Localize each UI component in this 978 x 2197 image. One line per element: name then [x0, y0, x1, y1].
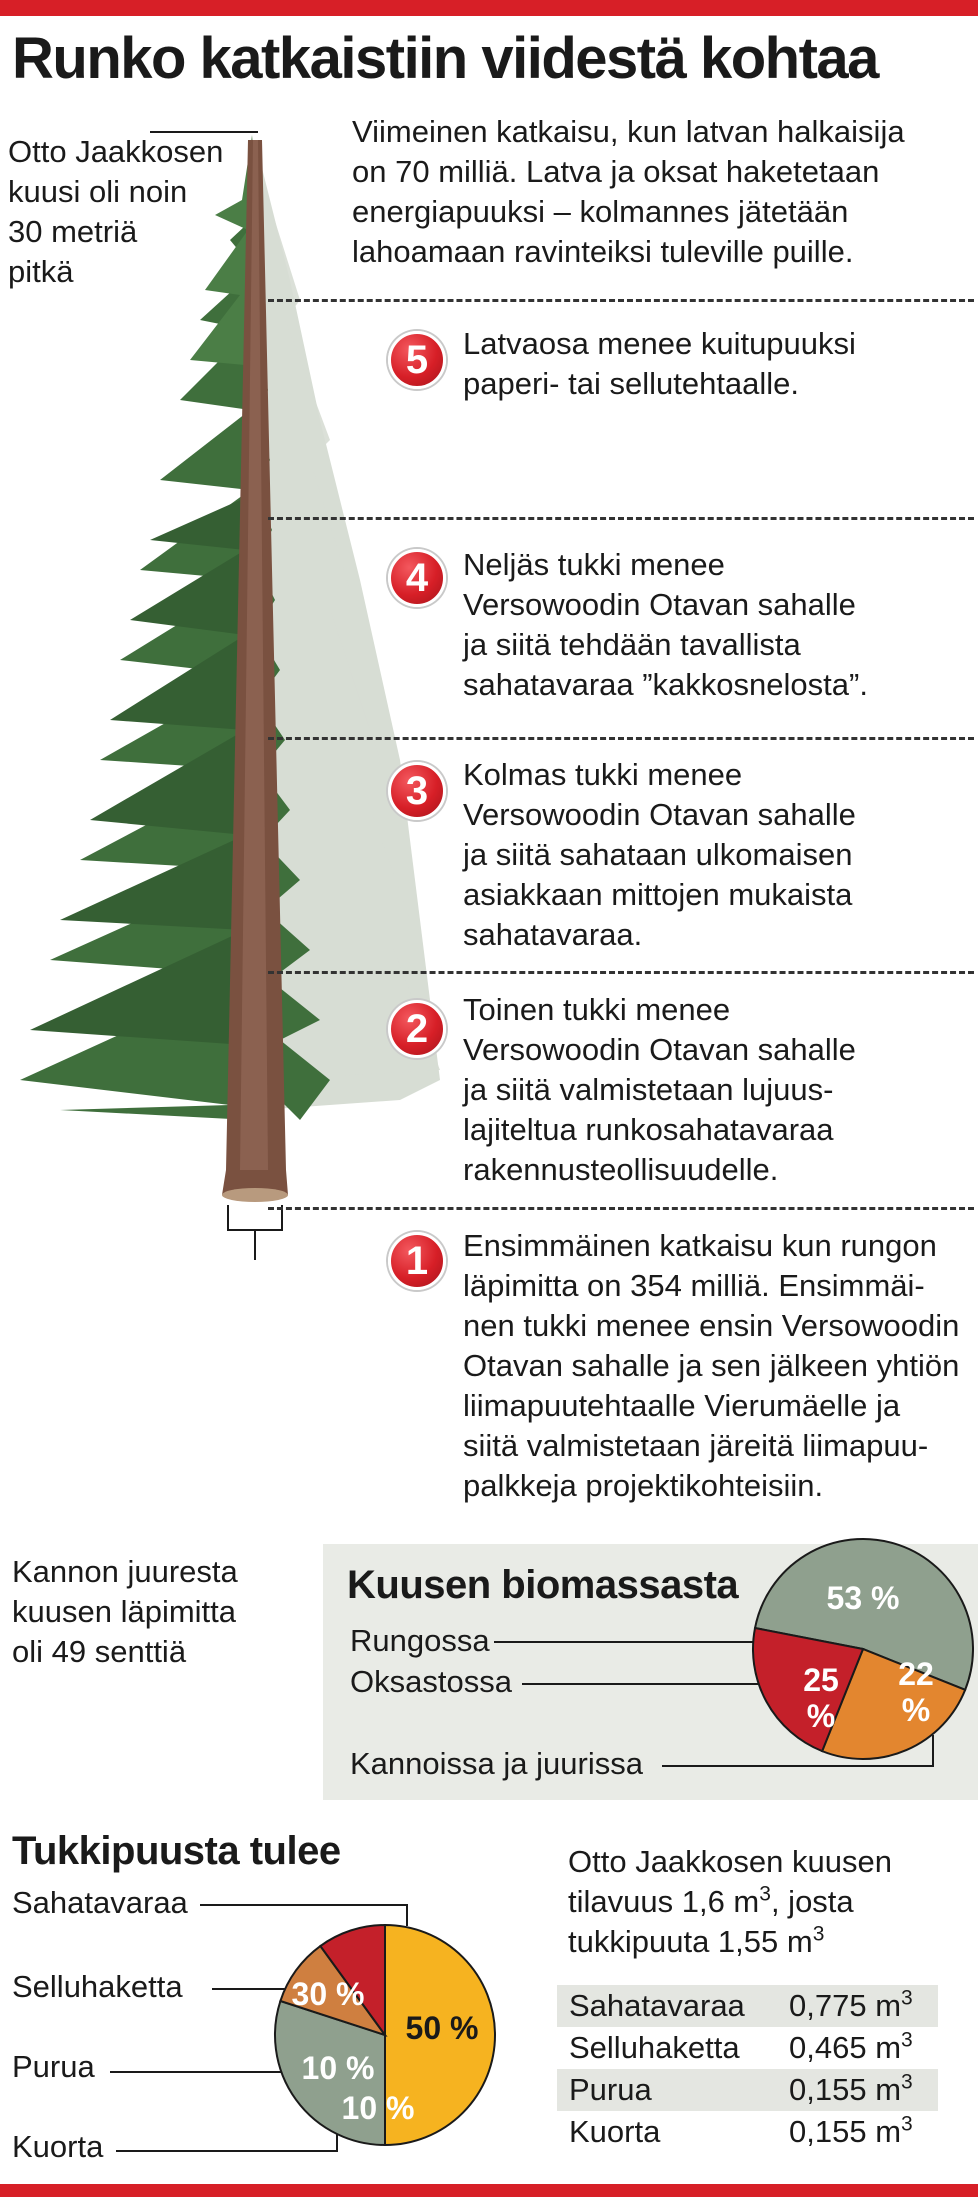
biomass-label-branches: Oksastossa: [350, 1664, 512, 1699]
volume-log-text: tukkipuuta 1,55 m: [568, 1924, 813, 1959]
cut-line-5-4: [268, 517, 974, 520]
biomass-pie-chart: [748, 1534, 978, 1764]
step-2-text: [463, 990, 968, 1190]
table-row: [557, 2069, 938, 2111]
table-value-text: 0,465 m: [789, 2030, 902, 2065]
stump-note-line: kuusen läpimitta: [12, 1594, 237, 1629]
step-3-text: [463, 755, 968, 955]
step-line: Neljäs tukki menee: [463, 547, 725, 582]
table-cell-value: [789, 2111, 913, 2153]
volume-note-line: [568, 1922, 968, 1962]
table-row: [557, 2111, 938, 2153]
leader-line: [494, 1641, 764, 1643]
step-5-text: [463, 324, 968, 404]
table-value-text: 0,155 m: [789, 2114, 902, 2149]
unit-superscript: 3: [901, 2028, 913, 2052]
tree-height-line: 30 metriä: [8, 214, 138, 249]
step-line: Versowoodin Otavan sahalle: [463, 587, 856, 622]
table-cell-label: Sahatavaraa: [569, 1988, 745, 2023]
step-line: sahatavaraa ”kakkosnelosta”.: [463, 667, 868, 702]
table-cell-value: [789, 2027, 913, 2069]
step-line: Kolmas tukki menee: [463, 757, 743, 792]
tree-height-note: [8, 132, 238, 292]
step-line: Ensimmäinen katkaisu kun rungon: [463, 1228, 937, 1263]
volume-total-text: tilavuus 1,6 m: [568, 1884, 760, 1919]
volume-note-line: Otto Jaakkosen kuusen: [568, 1844, 892, 1879]
step-line: paperi- tai sellutehtaalle.: [463, 366, 800, 401]
stump-bracket: [228, 1205, 282, 1260]
table-value-text: 0,775 m: [789, 1988, 902, 2023]
top-cut-line: energiapuuksi – kolmannes jätetään: [352, 194, 849, 229]
tree-height-line: kuusi oli noin: [8, 174, 188, 209]
step-line: nen tukki menee ensin Versowoodin: [463, 1308, 960, 1343]
table-row: [557, 2027, 938, 2069]
table-cell-label: Kuorta: [569, 2114, 661, 2149]
bottom-accent-bar: [0, 2184, 978, 2197]
table-row: [557, 1985, 938, 2027]
leader-line: [110, 2071, 290, 2073]
yield-label-chips: Selluhaketta: [12, 1969, 183, 2004]
step-number-badge: 5: [388, 331, 446, 389]
step-number-badge: 1: [388, 1232, 446, 1290]
step-line: lajiteltua runkosahatavaraa: [463, 1112, 834, 1147]
leader-line: [522, 1683, 772, 1685]
unit-superscript: 3: [901, 2112, 913, 2136]
yield-label-sawn: Sahatavaraa: [12, 1885, 188, 1920]
unit-superscript: 3: [812, 1922, 825, 1946]
step-line: Otavan sahalle ja sen jälkeen yhtiön: [463, 1348, 960, 1383]
volume-note-line: [568, 1882, 968, 1922]
cut-line-top: [268, 299, 974, 302]
slice-label-bark: 10 %: [341, 2090, 415, 2126]
step-line: rakennusteollisuudelle.: [463, 1152, 779, 1187]
top-cut-line: lahoamaan ravinteiksi tuleville puille.: [352, 234, 854, 269]
unit-superscript: 3: [901, 1986, 913, 2010]
step-line: asiakkaan mittojen mukaista: [463, 877, 853, 912]
volume-note-text: , josta: [770, 1884, 854, 1919]
step-line: ja siitä tehdään tavallista: [463, 627, 801, 662]
cut-line-3-2: [268, 971, 974, 974]
tree-height-line: pitkä: [8, 254, 74, 289]
stump-cut-surface: [222, 1188, 288, 1202]
step-line: läpimitta on 354 milliä. Ensimmäi-: [463, 1268, 925, 1303]
step-line: Latvaosa menee kuitupuuksi: [463, 326, 856, 361]
step-number-badge: 4: [388, 549, 446, 607]
step-1-text: [463, 1226, 968, 1506]
step-line: sahatavaraa.: [463, 917, 643, 952]
biomass-title: Kuusen biomassasta: [347, 1563, 739, 1607]
cut-line-2-1: [268, 1207, 974, 1210]
log-yield-title: Tukkipuusta tulee: [12, 1829, 341, 1873]
leader-line: [116, 2150, 338, 2152]
slice-label-sawn: 50 %: [405, 2010, 479, 2046]
leader-line: [662, 1765, 934, 1767]
slice-label-branches: 25 %: [803, 1662, 839, 1734]
table-cell-value: [789, 1985, 913, 2027]
cut-line-4-3: [268, 737, 974, 740]
slice-label-chips: 30 %: [291, 1976, 365, 2012]
step-number-badge: 2: [388, 1000, 446, 1058]
stump-note: [12, 1552, 312, 1672]
step-line: ja siitä sahataan ulkomaisen: [463, 837, 853, 872]
step-line: liimapuutehtaalle Vierumäelle ja: [463, 1388, 901, 1423]
top-cut-line: on 70 milliä. Latva ja oksat haketetaan: [352, 154, 880, 189]
top-accent-bar: [0, 0, 978, 16]
table-cell-label: Purua: [569, 2072, 652, 2107]
table-cell-label: Selluhaketta: [569, 2030, 740, 2065]
unit-superscript: 3: [901, 2070, 913, 2094]
step-line: siitä valmistetaan järeitä liimapuu-: [463, 1428, 929, 1463]
table-cell-value: [789, 2069, 913, 2111]
leader-line: [200, 1904, 408, 1906]
yield-label-bark: Kuorta: [12, 2129, 104, 2164]
yield-label-sawdust: Purua: [12, 2049, 95, 2084]
step-4-text: [463, 545, 968, 705]
page-title: Runko katkaistiin viidestä kohtaa: [12, 26, 878, 91]
top-cut-line: Viimeinen katkaisu, kun latvan halkaisija: [352, 114, 905, 149]
step-line: Versowoodin Otavan sahalle: [463, 797, 856, 832]
slice-label-stem: 53 %: [826, 1580, 900, 1616]
table-value-text: 0,155 m: [789, 2072, 902, 2107]
step-line: ja siitä valmistetaan lujuus-: [463, 1072, 834, 1107]
unit-superscript: 3: [759, 1882, 771, 1906]
slice-label-sawdust: 10 %: [301, 2050, 375, 2086]
step-line: Toinen tukki menee: [463, 992, 731, 1027]
stump-note-line: oli 49 senttiä: [12, 1634, 187, 1669]
tree-height-line: Otto Jaakkosen: [8, 134, 224, 169]
volume-note: [568, 1842, 968, 1962]
step-line: Versowoodin Otavan sahalle: [463, 1032, 856, 1067]
step-number-badge: 3: [388, 762, 446, 820]
top-cut-note: [352, 112, 972, 272]
step-line: palkkeja projektikohteisiin.: [463, 1468, 824, 1503]
biomass-label-stumps: Kannoissa ja juurissa: [350, 1746, 643, 1781]
stump-note-line: Kannon juuresta: [12, 1554, 238, 1589]
biomass-label-stem: Rungossa: [350, 1623, 490, 1658]
slice-label-stumps: 22 %: [898, 1656, 934, 1728]
